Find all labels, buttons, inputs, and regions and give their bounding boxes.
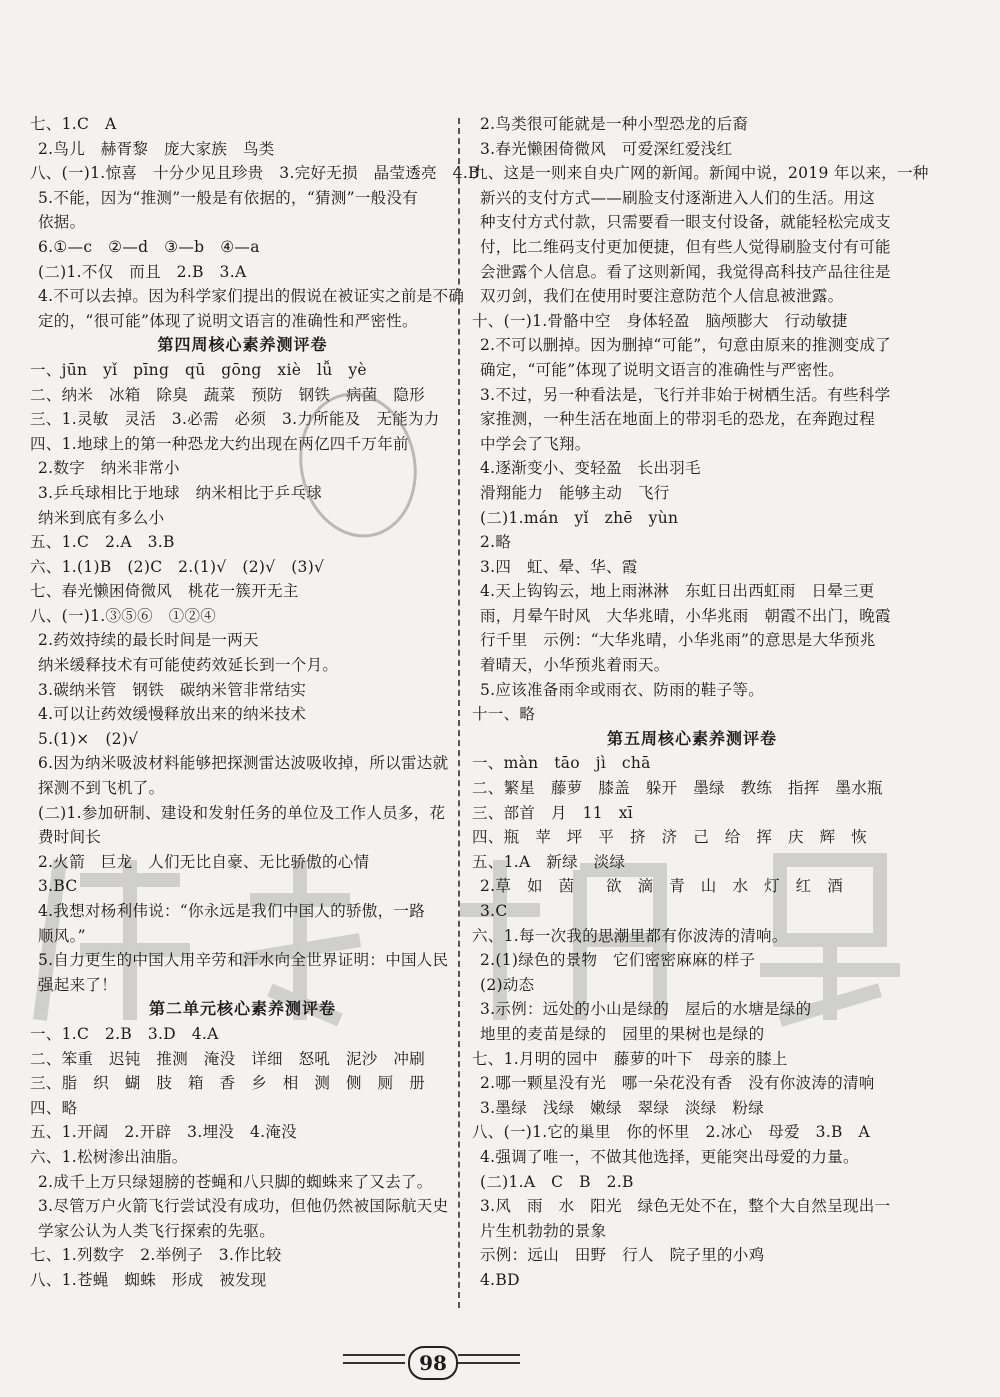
answer-line: 纳米缓释技术有可能使药效延长到一个月。 bbox=[38, 656, 339, 675]
answer-line: (二)1.A C B 2.B bbox=[480, 1172, 634, 1191]
answer-line: 4.BD bbox=[480, 1270, 520, 1289]
answer-line: 4.不可以去掉。因为科学家们提出的假说在被证实之前是不确 bbox=[38, 287, 465, 306]
answer-line: 五、1.A 新绿 淡绿 bbox=[472, 852, 626, 871]
answer-line: 六、1.每一次我的思潮里都有你波涛的清响。 bbox=[472, 926, 788, 945]
answer-line: 2.略 bbox=[480, 533, 512, 552]
watermark-icon bbox=[20, 820, 980, 1040]
answer-line: 强起来了！ bbox=[38, 975, 118, 994]
answer-line: 纳米到底有多么小 bbox=[38, 508, 165, 527]
answer-line: 3.墨绿 浅绿 嫩绿 翠绿 淡绿 粉绿 bbox=[480, 1098, 764, 1117]
answer-line: 5.自力更生的中国人用辛劳和汗水向全世界证明：中国人民 bbox=[38, 951, 449, 970]
answer-line: 付，比二维码支付更加便捷，但有些人觉得刷脸支付有可能 bbox=[480, 237, 891, 256]
answer-line: 2.草 如 茵 欲 滴 青 山 水 灯 红 酒 bbox=[480, 877, 843, 896]
answer-line: 2.哪一颗星没有光 哪一朵花没有香 没有你波涛的清响 bbox=[480, 1074, 875, 1093]
answer-line: 2.鸟儿 赫胥黎 庞大家族 鸟类 bbox=[38, 139, 275, 158]
answer-line: 6.①—c ②—d ③—b ④—a bbox=[38, 237, 260, 256]
answer-line: 八、(一)1.它的巢里 你的怀里 2.冰心 母爱 3.B A bbox=[472, 1123, 871, 1142]
answer-line: 2.不可以删掉。因为删掉“可能”，句意由原来的推测变成了 bbox=[480, 336, 892, 355]
answer-line: 三、1.灵敏 灵活 3.必需 必须 3.力所能及 无能为力 bbox=[30, 410, 440, 429]
answer-line: 会泄露个人信息。看了这则新闻，我觉得高科技产品往往是 bbox=[480, 262, 891, 281]
answer-line: 2.数字 纳米非常小 bbox=[38, 459, 180, 478]
answer-line: (二)1.参加研制、建设和发射任务的单位及工作人员多，花 bbox=[38, 803, 446, 822]
answer-line: 定的，“很可能”体现了说明文语言的准确性和严密性。 bbox=[38, 311, 418, 330]
answer-line: 五、1.开阔 2.开辟 3.埋没 4.淹没 bbox=[30, 1123, 297, 1142]
answer-line: 四、瓶 苹 坪 平 挤 济 己 给 挥 庆 辉 恢 bbox=[472, 828, 868, 847]
answer-line: 着晴天，小华预兆着雨天。 bbox=[480, 656, 670, 675]
answer-line: 一、màn tāo jì chā bbox=[472, 754, 651, 773]
left-column bbox=[30, 112, 480, 1293]
answer-line: 五、1.C 2.A 3.B bbox=[30, 533, 175, 552]
answer-line: 中学会了飞翔。 bbox=[480, 434, 591, 453]
answer-line: 3.C bbox=[480, 902, 508, 920]
answer-line: 5.不能，因为“推测”一般是有依据的，“猜测”一般没有 bbox=[38, 188, 419, 207]
column-divider bbox=[458, 118, 460, 1308]
answer-line: 七、1.C A bbox=[30, 115, 117, 133]
answer-line: 家推测，一种生活在地面上的带羽毛的恐龙，在奔跑过程 bbox=[480, 410, 876, 429]
answer-line: 3.BC bbox=[38, 877, 78, 896]
answer-line: 5.(1)× (2)√ bbox=[38, 729, 139, 748]
answer-line: 2.火箭 巨龙 人们无比自豪、无比骄傲的心情 bbox=[38, 852, 370, 871]
answer-line: 雨，月晕午时风 大华兆晴，小华兆雨 朝霞不出门，晚霞 bbox=[480, 606, 891, 625]
answer-line: 片生机勃勃的景象 bbox=[480, 1221, 607, 1240]
section-heading: 第四周核心素养测评卷 bbox=[157, 335, 328, 355]
answer-line: 八、(一)1.惊喜 十分少见且珍贵 3.完好无损 晶莹透亮 4.B bbox=[30, 164, 480, 183]
answer-line: (二)1.不仅 而且 2.B 3.A bbox=[38, 262, 247, 281]
answer-line: 示例：远山 田野 行人 院子里的小鸡 bbox=[480, 1246, 765, 1265]
answer-line: 3.示例：远处的小山是绿的 屋后的水塘是绿的 bbox=[480, 1000, 812, 1019]
answer-line: 探测不到飞机了。 bbox=[38, 779, 165, 798]
answer-line: 九、这是一则来自央广网的新闻。新闻中说，2019 年以来，一种 bbox=[472, 164, 929, 183]
answer-line: 学家公认为人类飞行探索的先驱。 bbox=[38, 1221, 276, 1240]
answer-line: 4.我想对杨利伟说：“你永远是我们中国人的骄傲，一路 bbox=[38, 902, 426, 920]
answer-line: 3.四 虹、晕、华、霞 bbox=[480, 557, 638, 576]
answer-line: 新兴的支付方式——刷脸支付逐渐进入人们的生活。用这 bbox=[480, 188, 876, 207]
answer-line: 4.强调了唯一，不做其他选择，更能突出母爱的力量。 bbox=[480, 1147, 859, 1166]
answer-line: 十一、略 bbox=[472, 705, 536, 724]
answer-line: 六、1.松树渗出油脂。 bbox=[30, 1147, 188, 1166]
answer-line: 三、脂 织 蝴 肢 箱 香 乡 相 测 侧 厕 册 bbox=[30, 1074, 426, 1093]
answer-line: 十、(一)1.骨骼中空 身体轻盈 脑颅膨大 行动敏捷 bbox=[472, 311, 848, 330]
answer-line: 双刃剑，我们在使用时要注意防范个人信息被泄露。 bbox=[480, 287, 844, 306]
answer-line: 一、jūn yǐ pīng qū gōng xiè lǚ yè bbox=[30, 360, 367, 379]
answer-line: 七、1.月明的园中 藤萝的叶下 母亲的膝上 bbox=[472, 1049, 788, 1068]
answer-line: 六、1.(1)B (2)C 2.(1)√ (2)√ (3)√ bbox=[30, 557, 325, 576]
answer-line: 一、1.C 2.B 3.D 4.A bbox=[30, 1024, 219, 1043]
answer-line: 2.药效持续的最长时间是一两天 bbox=[38, 631, 259, 650]
answer-line: 6.因为纳米吸波材料能够把探测雷达波吸收掉，所以雷达就 bbox=[38, 754, 449, 773]
answer-line: 二、纳米 冰箱 除臭 蔬菜 预防 钢铁 病菌 隐形 bbox=[30, 385, 426, 404]
section-heading: 第二单元核心素养测评卷 bbox=[148, 999, 336, 1019]
section-heading: 第五周核心素养测评卷 bbox=[606, 728, 777, 748]
answer-line: 八、(一)1.③⑤⑥ ①②④ bbox=[30, 606, 217, 625]
answer-line: 二、繁星 藤萝 膝盖 躲开 墨绿 教练 指挥 墨水瓶 bbox=[472, 779, 883, 798]
answer-line: 滑翔能力 能够主动 飞行 bbox=[480, 483, 670, 502]
answer-line: 3.春光懒困倚微风 可爱深红爱浅红 bbox=[480, 139, 733, 158]
page-number: 98 bbox=[408, 1346, 458, 1380]
answer-line: 确定，“可能”体现了说明文语言的准确性与严密性。 bbox=[480, 360, 845, 379]
answer-line: 地里的麦苗是绿的 园里的果树也是绿的 bbox=[480, 1024, 765, 1043]
answer-line: 行千里 示例：“大华兆晴，小华兆雨”的意思是大华预兆 bbox=[480, 631, 876, 650]
answer-line: 2.(1)绿色的景物 它们密密麻麻的样子 bbox=[480, 951, 756, 970]
answer-line: 四、1.地球上的第一种恐龙大约出现在两亿四千万年前 bbox=[30, 434, 409, 453]
answer-line: 二、笨重 迟钝 推测 淹没 详细 怒吼 泥沙 冲刷 bbox=[30, 1049, 426, 1068]
answer-line: 顺风。” bbox=[38, 926, 86, 945]
answer-line: (二)1.mán yǐ zhē yùn bbox=[480, 508, 679, 527]
answer-line: 5.应该准备雨伞或雨衣、防雨的鞋子等。 bbox=[480, 680, 764, 699]
answer-line: 3.尽管万户火箭飞行尝试没有成功，但他仍然被国际航天史 bbox=[38, 1197, 449, 1216]
answer-line: 3.不过，另一种看法是，飞行并非始于树栖生活。有些科学 bbox=[480, 385, 891, 404]
answer-line: (2)动态 bbox=[480, 975, 535, 994]
page-footer bbox=[0, 1342, 1000, 1382]
answer-line: 4.可以让药效缓慢释放出来的纳米技术 bbox=[38, 705, 307, 724]
answer-line: 种支付方式付款，只需要看一眼支付设备，就能轻松完成支 bbox=[480, 213, 891, 232]
answer-line: 七、春光懒困倚微风 桃花一簇开无主 bbox=[30, 582, 299, 601]
answer-line: 3.碳纳米管 钢铁 碳纳米管非常结实 bbox=[38, 680, 307, 699]
answer-line: 八、1.苍蝇 蜘蛛 形成 被发现 bbox=[30, 1270, 267, 1289]
answer-line: 四、略 bbox=[30, 1098, 78, 1117]
answer-line: 费时间长 bbox=[38, 828, 102, 847]
answer-line: 三、部首 月 11 xī bbox=[472, 803, 634, 822]
answer-line: 七、1.列数字 2.举例子 3.作比较 bbox=[30, 1246, 282, 1265]
right-column bbox=[472, 112, 929, 1293]
answer-line: 2.鸟类很可能就是一种小型恐龙的后裔 bbox=[480, 115, 749, 133]
answer-line: 3.乒乓球相比于地球 纳米相比于乒乓球 bbox=[38, 483, 322, 502]
answer-line: 依据。 bbox=[38, 213, 86, 232]
answer-line: 4.逐渐变小、变轻盈 长出羽毛 bbox=[480, 459, 701, 478]
answer-line: 4.天上钩钩云，地上雨淋淋 东虹日出西虹雨 日晕三更 bbox=[480, 582, 875, 601]
answer-line: 3.风 雨 水 阳光 绿色无处不在，整个大自然呈现出一 bbox=[480, 1197, 891, 1216]
answer-line: 2.成千上万只绿翅膀的苍蝇和八只脚的蜘蛛来了又去了。 bbox=[38, 1172, 433, 1191]
